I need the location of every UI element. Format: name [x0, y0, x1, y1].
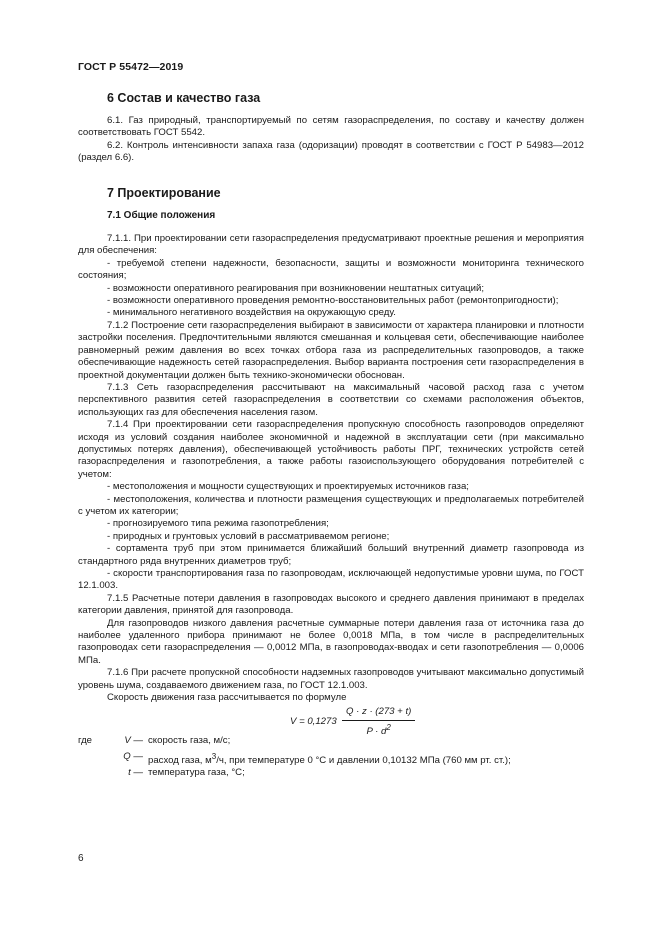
- formula-numerator: Q · z · (273 + t): [342, 706, 415, 720]
- paragraph: Скорость движения газа рассчитывается по формуле: [107, 692, 347, 704]
- paragraph: 7.1.2 Построение сети газораспределения выбирают в зависимости от характера планировки и плотности застройки поселения. Предпочтительными являются смешанная и кольцевая сети, обеспечивающие наиболее равномерный режим давления во всех точках отбора газа из распределительных газопроводов, а также обеспечивающие надежность сетей газораспределения. Выбор варианта построения сети газораспределения в проектной документации должен быть технико-экономически обоснован.: [78, 319, 584, 381]
- document-body: [78, 91, 584, 783]
- list-item: - местоположения, количества и плотности размещения существующих и предполагаемых потребителей с учетом их категории;: [78, 493, 584, 517]
- list-item: - местоположения и мощности существующих и проектируемых источников газа;: [107, 481, 469, 493]
- paragraph: Для газопроводов низкого давления расчетные суммарные потери давления газа от источника газа до наиболее удаленного прибора принимают не более 0,0018 МПа, в том числе в распределительных газопроводах сети газораспределения — 0,0012 МПа, в газопроводах-вводах и сети газопотребления — 0,0006 МПа.: [78, 617, 584, 666]
- formula-denominator: $P \cdot d^2$: [366, 722, 391, 738]
- formula-exponent: 2: [386, 722, 391, 732]
- page-number: 6: [78, 853, 84, 864]
- symbol-v-description: скорость газа, м/с;: [148, 735, 231, 747]
- paragraph-6-1: 6.1. Газ природный, транспортируемый по сетям газораспределения, по составу и качеству должен соответствовать ГОСТ 5542.: [78, 115, 584, 139]
- symbol-v: V —: [124, 735, 143, 747]
- list-item: - возможности оперативного проведения ремонтно-восстановительных работ (ремонтопригодности);: [107, 295, 559, 307]
- paragraph: 7.1.5 Расчетные потери давления в газопроводах высокого и среднего давления принимают в пределах категории давления, принятой для газопровода.: [78, 592, 584, 617]
- where-row-v: [78, 735, 584, 751]
- formula-fraction: [342, 706, 415, 738]
- subsection-7-1-heading: 7.1 Общие положения: [107, 209, 216, 221]
- formula-lhs: V = 0,1273: [290, 716, 337, 728]
- velocity-formula: [78, 704, 584, 738]
- document-header: ГОСТ Р 55472—2019: [78, 61, 184, 73]
- list-item: - сортамента труб при этом принимается ближайший больший внутренний диаметр газопровода из стандартного ряда внутренних диаметров труб;: [78, 543, 584, 567]
- list-item: - прогнозируемого типа режима газопотребления;: [107, 518, 329, 530]
- list-item: - требуемой степени надежности, безопасности, защиты и возможности мониторинга технического состояния;: [78, 257, 584, 282]
- paragraph: 7.1.4 При проектировании сети газораспределения пропускную способность газопроводов определяют исходя из условий создания наиболее экономичной и надежной в эксплуатации сети (при максимально допустимых потерях давления), обеспечивающей устойчивость работы ПРГ, технических устройств сетей газораспределения и газопотребления, а также работы газоиспользующего оборудования потребителей с учетом:: [78, 419, 584, 480]
- where-row-q: [78, 751, 584, 767]
- paragraph-6-2: 6.2. Контроль интенсивности запаха газа (одоризации) проводят в соответствии с ГОСТ Р 54983—2012 (раздел 6.6).: [78, 139, 584, 164]
- symbol-q: Q —: [123, 751, 143, 763]
- symbol-t: t —: [128, 767, 143, 779]
- list-item: - природных и грунтовых условий в рассматриваемом регионе;: [107, 530, 390, 542]
- where-row-t: [78, 767, 584, 783]
- paragraph: 7.1.1. При проектировании сети газораспределения предусматривают проектные решения и мероприятия для обеспечения:: [78, 233, 584, 257]
- paragraph: 7.1.3 Сеть газораспределения рассчитывают на максимальный часовой расход газа с учетом перспективного развития сетей газораспределения в соответствии со схемами расположения объектов, использующих газ для обеспечения населения газом.: [78, 381, 584, 418]
- where-label: где: [78, 735, 93, 747]
- symbol-t-description: температура газа, °С;: [148, 767, 245, 779]
- list-item: - скорости транспортирования газа по газопроводам, исключающей недопустимые уровни шума, по ГОСТ 12.1.003.: [78, 568, 584, 592]
- section-6-heading: 6 Состав и качество газа: [107, 91, 261, 105]
- list-item: - возможности оперативного реагирования при возникновении нештатных ситуаций;: [107, 282, 485, 294]
- paragraph: 7.1.6 При расчете пропускной способности надземных газопроводов учитывают максимально допустимый уровень шума, создаваемого движением газа, по ГОСТ 12.1.003.: [78, 667, 584, 691]
- symbol-q-description: расход газа, $м^3/ч$, при температуре 0 °С и давлении 0,10132 МПа (760 мм рт. ст.);: [148, 752, 511, 767]
- list-item: - минимального негативного воздействия на окружающую среду.: [107, 307, 396, 319]
- section-7-heading: 7 Проектирование: [107, 185, 221, 200]
